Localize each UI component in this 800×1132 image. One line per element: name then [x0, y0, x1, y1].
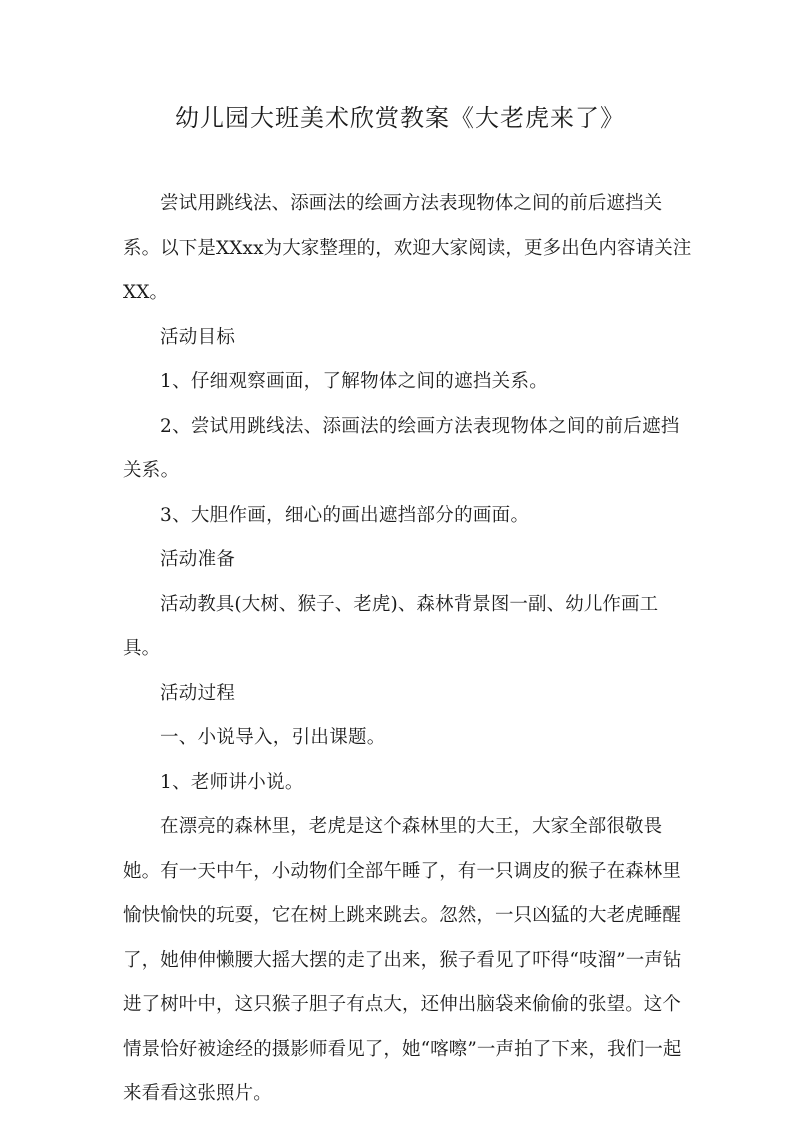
document-body: [123, 182, 693, 1117]
process-step-1: 一、小说导入，引出课题。: [160, 727, 386, 748]
preparation-text: 活动教具(大树、猴子、老虎)、森林背景图一副、幼儿作画工具。: [123, 593, 659, 659]
section-heading-goals: 活动目标: [160, 326, 236, 348]
document-title: 幼儿园大班美术欣赏教案《大老虎来了》: [175, 104, 625, 132]
goal-item-3: 3、大胆作画，细心的画出遮挡部分的画面。: [160, 504, 530, 526]
section-heading-preparation: 活动准备: [160, 549, 236, 570]
section-heading-process: 活动过程: [160, 682, 236, 704]
intro-paragraph: 尝试用跳线法、添画法的绘画方法表现物体之间的前后遮挡关系。以下是XXxx为大家整理的，欢迎大家阅读，更多出色内容请关注XX。: [123, 193, 692, 303]
process-substep-1: 1、老师讲小说。: [160, 771, 304, 793]
story-paragraph: 在漂亮的森林里，老虎是这个森林里的大王，大家全部很敬畏她。有一天中午，小动物们全部午睡了，有一只调皮的猴子在森林里愉快愉快的玩耍，它在树上跳来跳去。忽然，一只凶猛的大老虎睡醒了，她伸伸懒腰大摇大摆的走了出来，猴子看见了吓得“吱溜”一声钻进了树叶中，这只猴子胆子有点大，还伸出脑袋来偷偷的张望。这个情景恰好被途经的摄影师看见了，她“喀嚓”一声拍了下来，我们一起来看看这张照片。: [123, 816, 682, 1104]
goal-item-2: 2、尝试用跳线法、添画法的绘画方法表现物体之间的前后遮挡关系。: [123, 415, 680, 481]
goal-item-1: 1、仔细观察画面，了解物体之间的遮挡关系。: [160, 371, 549, 392]
